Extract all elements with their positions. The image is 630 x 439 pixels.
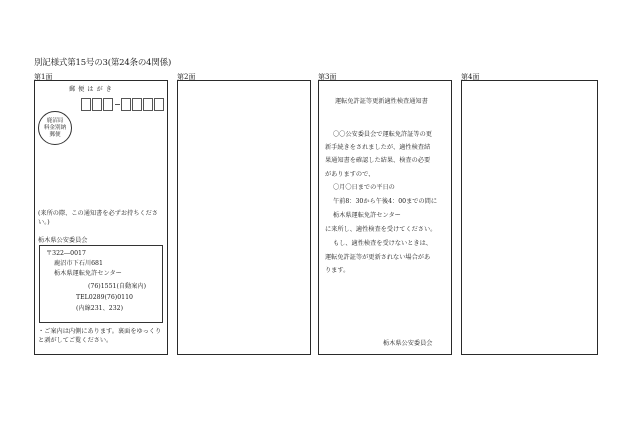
body-line-4: がありますので、 [325, 171, 375, 178]
address-facility: 栃木県運転免許センター [54, 270, 122, 277]
postal-box [121, 98, 131, 111]
address-auto-guide: (76)1551(自動案内) [88, 283, 147, 290]
sender-name: 栃木県公安委員会 [38, 237, 88, 244]
postal-code-boxes [81, 98, 165, 111]
address-street: 鹿沼市下石川681 [54, 260, 103, 267]
postal-box [132, 98, 142, 111]
postal-box [143, 98, 153, 111]
stamp-line-2: 料金別納 [43, 124, 67, 131]
postal-box [92, 98, 102, 111]
page-label-4: 第4面 [461, 73, 480, 81]
body-line-3: 果通知書を確認した結果、検査の必要 [325, 157, 431, 164]
body-line-1: 〇〇公安委員会で運転免許証等の更 [333, 131, 432, 138]
signature: 栃木県公安委員会 [383, 340, 433, 347]
face-3-panel [318, 80, 452, 355]
stamp-line-3: 郵便 [49, 131, 61, 138]
guide-footnote: ・ご案内は内側にあります。裏面をゆっくりと剥がしてご覧ください。 [38, 328, 162, 344]
face-2-panel [177, 80, 311, 355]
notice-heading: 運転免許証等更新適性検査通知書 [335, 98, 428, 105]
postcard-heading: 郵 便 は が き [69, 86, 113, 93]
bring-notice: (来所の際、この通知書を必ずお持ちください。) [38, 210, 158, 226]
body-line-10: 運転免許証等が更新されない場合があ [325, 254, 431, 261]
address-box [39, 245, 163, 323]
postal-box [81, 98, 91, 111]
page-label-2: 第2面 [177, 73, 196, 81]
body-line-5: 〇月〇日までの平日の [333, 184, 395, 191]
body-line-11: ります。 [325, 267, 350, 274]
postal-box [103, 98, 113, 111]
body-line-6: 午前8：30から午後4：00までの間に [333, 198, 438, 205]
postal-box [154, 98, 164, 111]
address-phone: TEL0289(76)0110 [76, 294, 133, 301]
stamp-line-1: 鹿沼局 [46, 117, 64, 124]
face-4-panel [461, 80, 598, 355]
postal-dash [114, 98, 121, 111]
form-title: 別記様式第15号の3(第24条の4関係) [34, 58, 172, 68]
address-extension: (内線231、232) [76, 305, 124, 312]
body-line-9: もし、適性検査を受けないときは、 [333, 240, 432, 247]
body-line-7: 栃木県運転免許センター [333, 212, 401, 219]
postage-stamp-mark [38, 111, 72, 145]
page-label-1: 第1面 [34, 73, 53, 81]
body-line-8: に来所し、適性検査を受けてください。 [325, 226, 437, 233]
page-label-3: 第3面 [318, 73, 337, 81]
body-line-2: 新手続きをされましたが、適性検査結 [325, 144, 431, 151]
face-1-panel [34, 80, 168, 355]
address-postal: 〒322―0017 [46, 250, 86, 257]
